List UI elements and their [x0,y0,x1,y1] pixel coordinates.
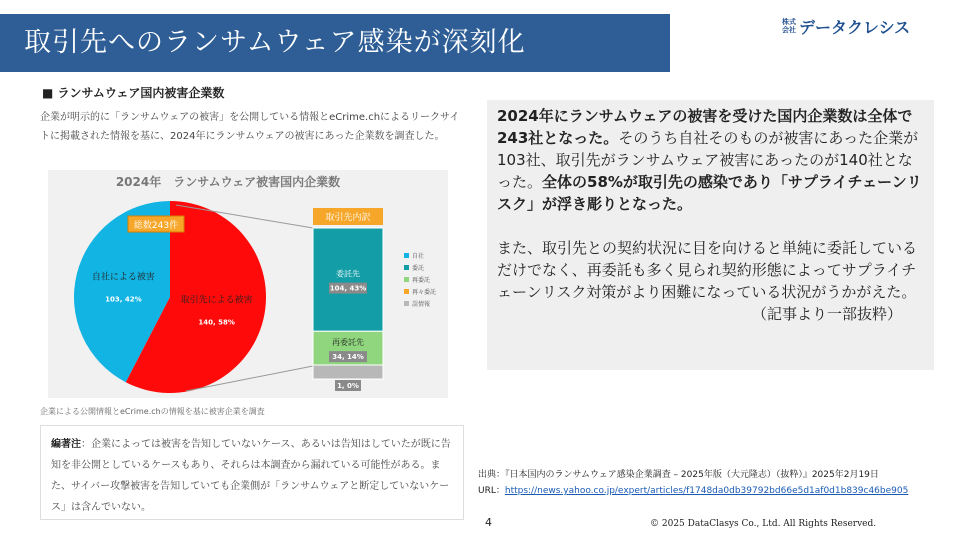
ransomware-chart [48,170,448,398]
legend-swatch-1 [404,265,409,270]
logo-corp-mark: 株式会社 [782,18,796,34]
summary-normal-1: そのうち自社そのものが被害にあった企業が103社、取引先がランサムウェア被害にあったのが140社となった。 [497,129,919,191]
breakdown-segment-0 [313,228,383,331]
chart-footnote: 企業による公開情報とeCrime.chの情報を基に被害企業を調査 [40,407,265,416]
source-title: 出典：『日本国内のランサムウェア感染企業調査 – 2025年版（大元隆志）（抜粋）』2025年2月19日 [478,470,879,480]
copyright: © 2025 DataClasys Co., Ltd. All Rights Reserved. [650,519,877,529]
summary-paragraph-2: また、取引先との契約状況に目を向けると単純に委託しているだけでなく、再委託も多く見られ契約形態によってサプライチェーンリスク対策がより困難になっている状況がうかがえた。 [497,239,918,301]
legend-label-2: 再委託 [412,277,431,284]
legend-label-4: 誤情報 [412,301,431,308]
page-title: 取引先へのランサムウェア感染が深刻化 [0,14,670,72]
legend-swatch-4 [404,301,409,306]
editor-note [40,425,464,520]
logo-name: データクレシス [799,17,911,37]
legend-swatch-3 [404,289,409,294]
breakdown-segment-name-0: 委託先 [336,269,360,279]
breakdown-data-label-1: 34, 14% [332,353,364,362]
breakdown-segment-name-1: 再委託先 [332,338,364,348]
source-citation [478,467,908,499]
section-heading: ■ ランサムウェア国内被害企業数 [42,86,225,100]
note-text: ：企業によっては被害を告知していないケース、あるいは告知はしていたが既に告知を非公開としているケースもあり、それらは本調査から漏れている可能性がある。また、サイバー攻撃被害を告知していても企業側が「ランサムウェアと断定していないケース」は含んでいない。 [51,439,451,513]
summary-bold-1: 2024年にランサムウェアの被害を受けた国内企業数は全体で243社となった。 [497,107,913,147]
legend-label-0: 自社 [412,253,425,260]
pie-data-label-1: 140, 58% [198,318,235,327]
intro-text: 企業が明示的に「ランサムウェアの被害」を公開している情報とeCrime.chによるリークサイトに掲載された情報を基に、2024年にランサムウェアの被害にあった企業数を調査した。 [40,112,460,142]
legend-swatch-2 [404,277,409,282]
breakdown-segment-2 [313,365,383,379]
breakdown-title: 取引先内訳 [325,213,371,223]
note-label: 編著注 [51,439,81,450]
breakdown-data-label-0: 104, 43% [329,284,367,293]
legend-label-3: 再々委託 [412,289,437,296]
summary-excerpt: （記事より一部抜粋） [751,305,902,323]
pie-slice-name-0: 自社による被害 [91,272,155,283]
summary-bold-2: 全体の58%が取引先の感染であり「サプライチェーンリスク」が浮き彫りとなった。 [497,173,922,213]
company-logo [782,14,910,38]
pie-total-label: 総数243件 [133,221,179,231]
page-number: 4 [485,516,492,529]
legend-swatch-0 [404,253,409,258]
source-url-label: URL： [478,486,505,496]
pie-slice-name-1: 取引先による被害 [180,295,253,306]
legend-label-1: 委託 [412,265,425,272]
source-url-link[interactable]: https://news.yahoo.co.jp/expert/articles/f1748da0db39792bd66e5d1af0d1b839c46be905 [504,486,909,496]
breakdown-data-label-2: 1, 0% [337,382,359,391]
chart-svg [48,170,448,398]
chart-title: 2024年 ランサムウェア被害国内企業数 [115,175,341,189]
summary-box [487,100,934,370]
summary-paragraph-1 [497,105,924,215]
pie-data-label-0: 103, 42% [105,295,142,304]
